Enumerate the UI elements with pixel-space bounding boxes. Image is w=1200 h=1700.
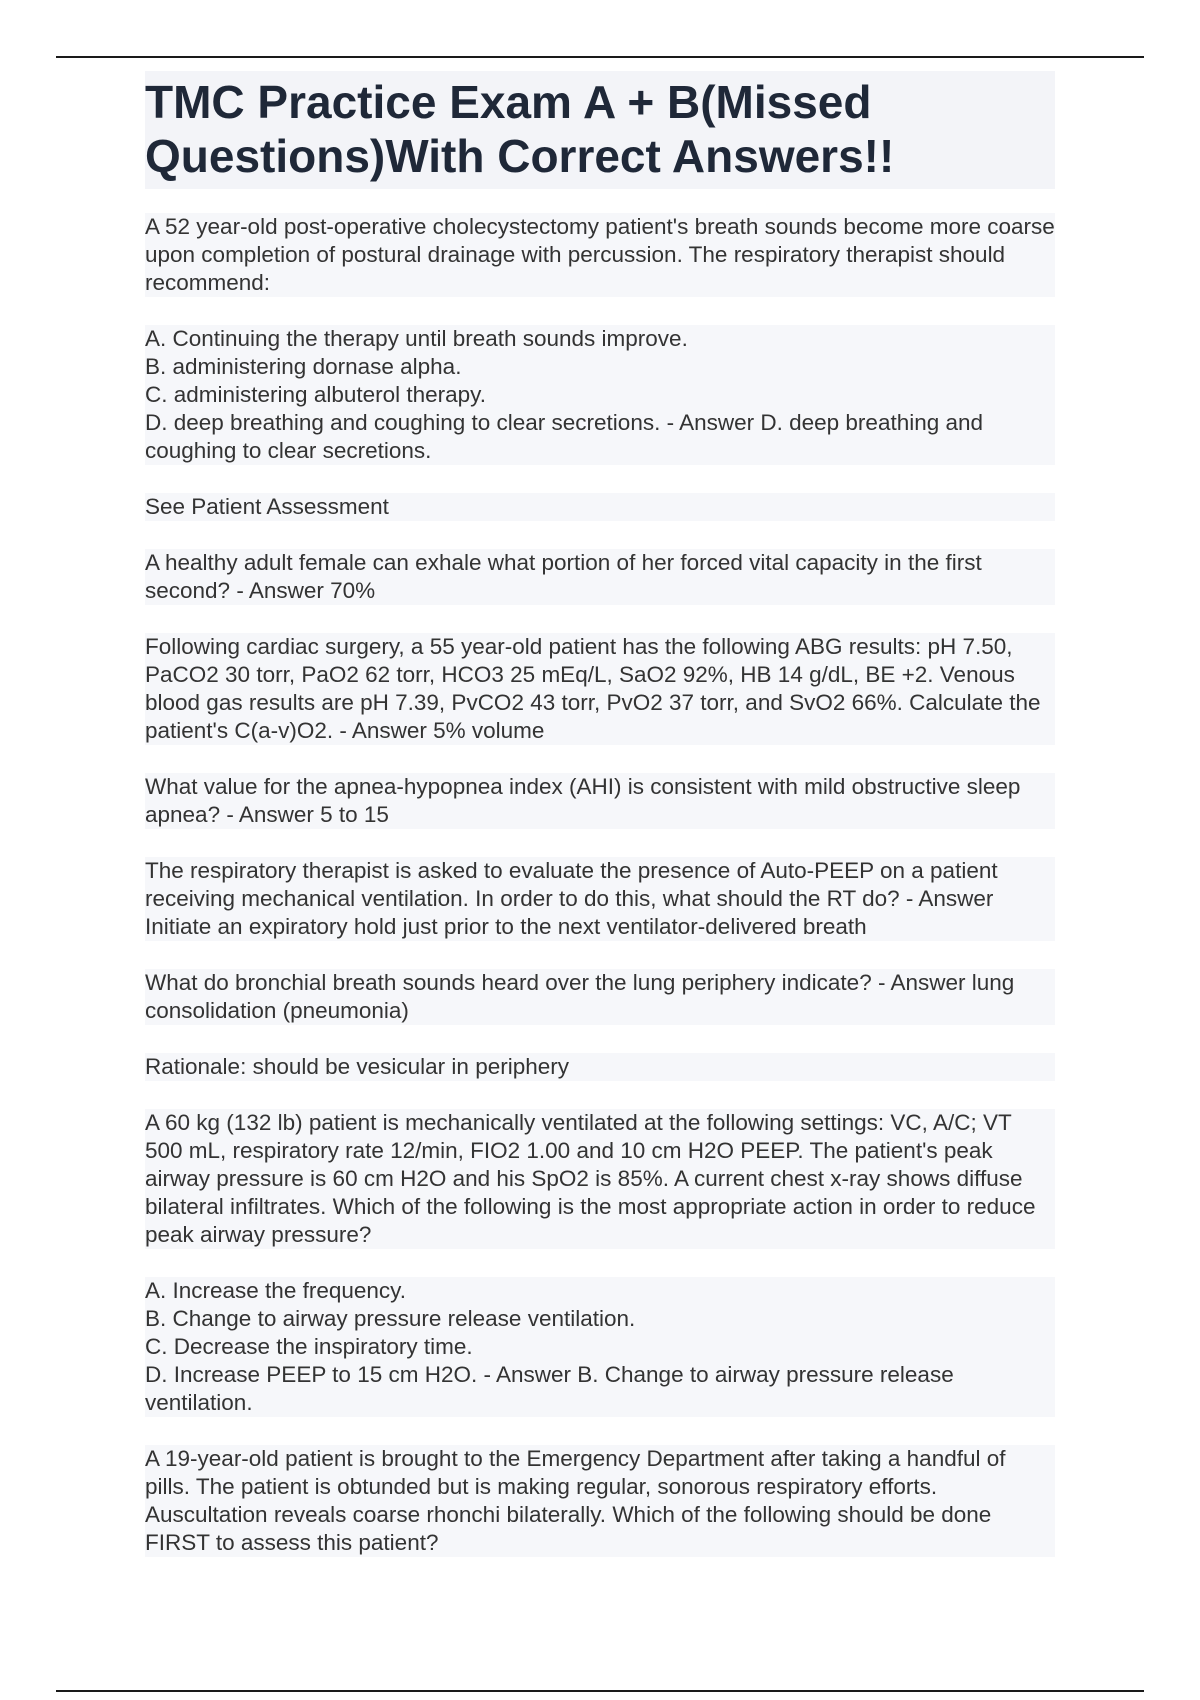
question-6-rationale: Rationale: should be vesicular in periphery bbox=[145, 1053, 1055, 1081]
bottom-rule bbox=[56, 1690, 1144, 1692]
question-3: Following cardiac surgery, a 55 year-old patient has the following ABG results: pH 7.50, PaCO2 30 torr, PaO2 62 torr, HCO3 25 mEq/L, SaO2 92%, HB 14 g/dL, BE +2. Venous blood gas results are pH 7.39, PvCO2 43 torr, PvO2 37 torr, and SvO2 66%. Calculate the patient's C(a-v)O2. - Answer 5% volume bbox=[145, 633, 1055, 745]
question-1-options: A. Continuing the therapy until breath sounds improve. B. administering dornase alpha. C. administering albuterol therapy. D. deep breathing and coughing to clear secretions. - Answer D. deep breathing and coughing to clear secretions. bbox=[145, 325, 1055, 465]
question-6: What do bronchial breath sounds heard over the lung periphery indicate? - Answer lung consolidation (pneumonia) bbox=[145, 969, 1055, 1025]
document-title: TMC Practice Exam A + B(Missed Questions)With Correct Answers!! bbox=[145, 71, 1055, 189]
question-1-stem: A 52 year-old post-operative cholecystectomy patient's breath sounds become more coarse upon completion of postural drainage with percussion. The respiratory therapist should recommend: bbox=[145, 214, 1062, 295]
question-8-stem: A 19-year-old patient is brought to the Emergency Department after taking a handful of pills. The patient is obtunded but is making regular, sonorous respiratory efforts. Auscultation reveals coarse rhonchi bilaterally. Which of the following should be done FIRST to assess this patient? bbox=[145, 1445, 1055, 1557]
top-rule bbox=[56, 56, 1144, 58]
question-7-stem: A 60 kg (132 lb) patient is mechanically ventilated at the following settings: VC, A/C; VT 500 mL, respiratory rate 12/min, FIO2 1.00 and 10 cm H2O PEEP. The patient's peak airway pressure is 60 cm H2O and his SpO2 is 85%. A current chest x-ray shows diffuse bilateral infiltrates. Which of the following is the most appropriate action in order to reduce peak airway pressure? bbox=[145, 1109, 1055, 1249]
question-7-options: A. Increase the frequency. B. Change to airway pressure release ventilation. C. Decrease the inspiratory time. D. Increase PEEP to 15 cm H2O. - Answer B. Change to airway pressure release ventilation. bbox=[145, 1277, 1055, 1417]
question-2: A healthy adult female can exhale what portion of her forced vital capacity in the first second? - Answer 70% bbox=[145, 549, 1055, 605]
question-5: The respiratory therapist is asked to evaluate the presence of Auto-PEEP on a patient receiving mechanical ventilation. In order to do this, what should the RT do? - Answer Initiate an expiratory hold just prior to the next ventilator-delivered breath bbox=[145, 857, 1055, 941]
document-body bbox=[145, 71, 1062, 1585]
question-1-note: See Patient Assessment bbox=[145, 493, 1055, 521]
question-4: What value for the apnea-hypopnea index (AHI) is consistent with mild obstructive sleep apnea? - Answer 5 to 15 bbox=[145, 773, 1055, 829]
